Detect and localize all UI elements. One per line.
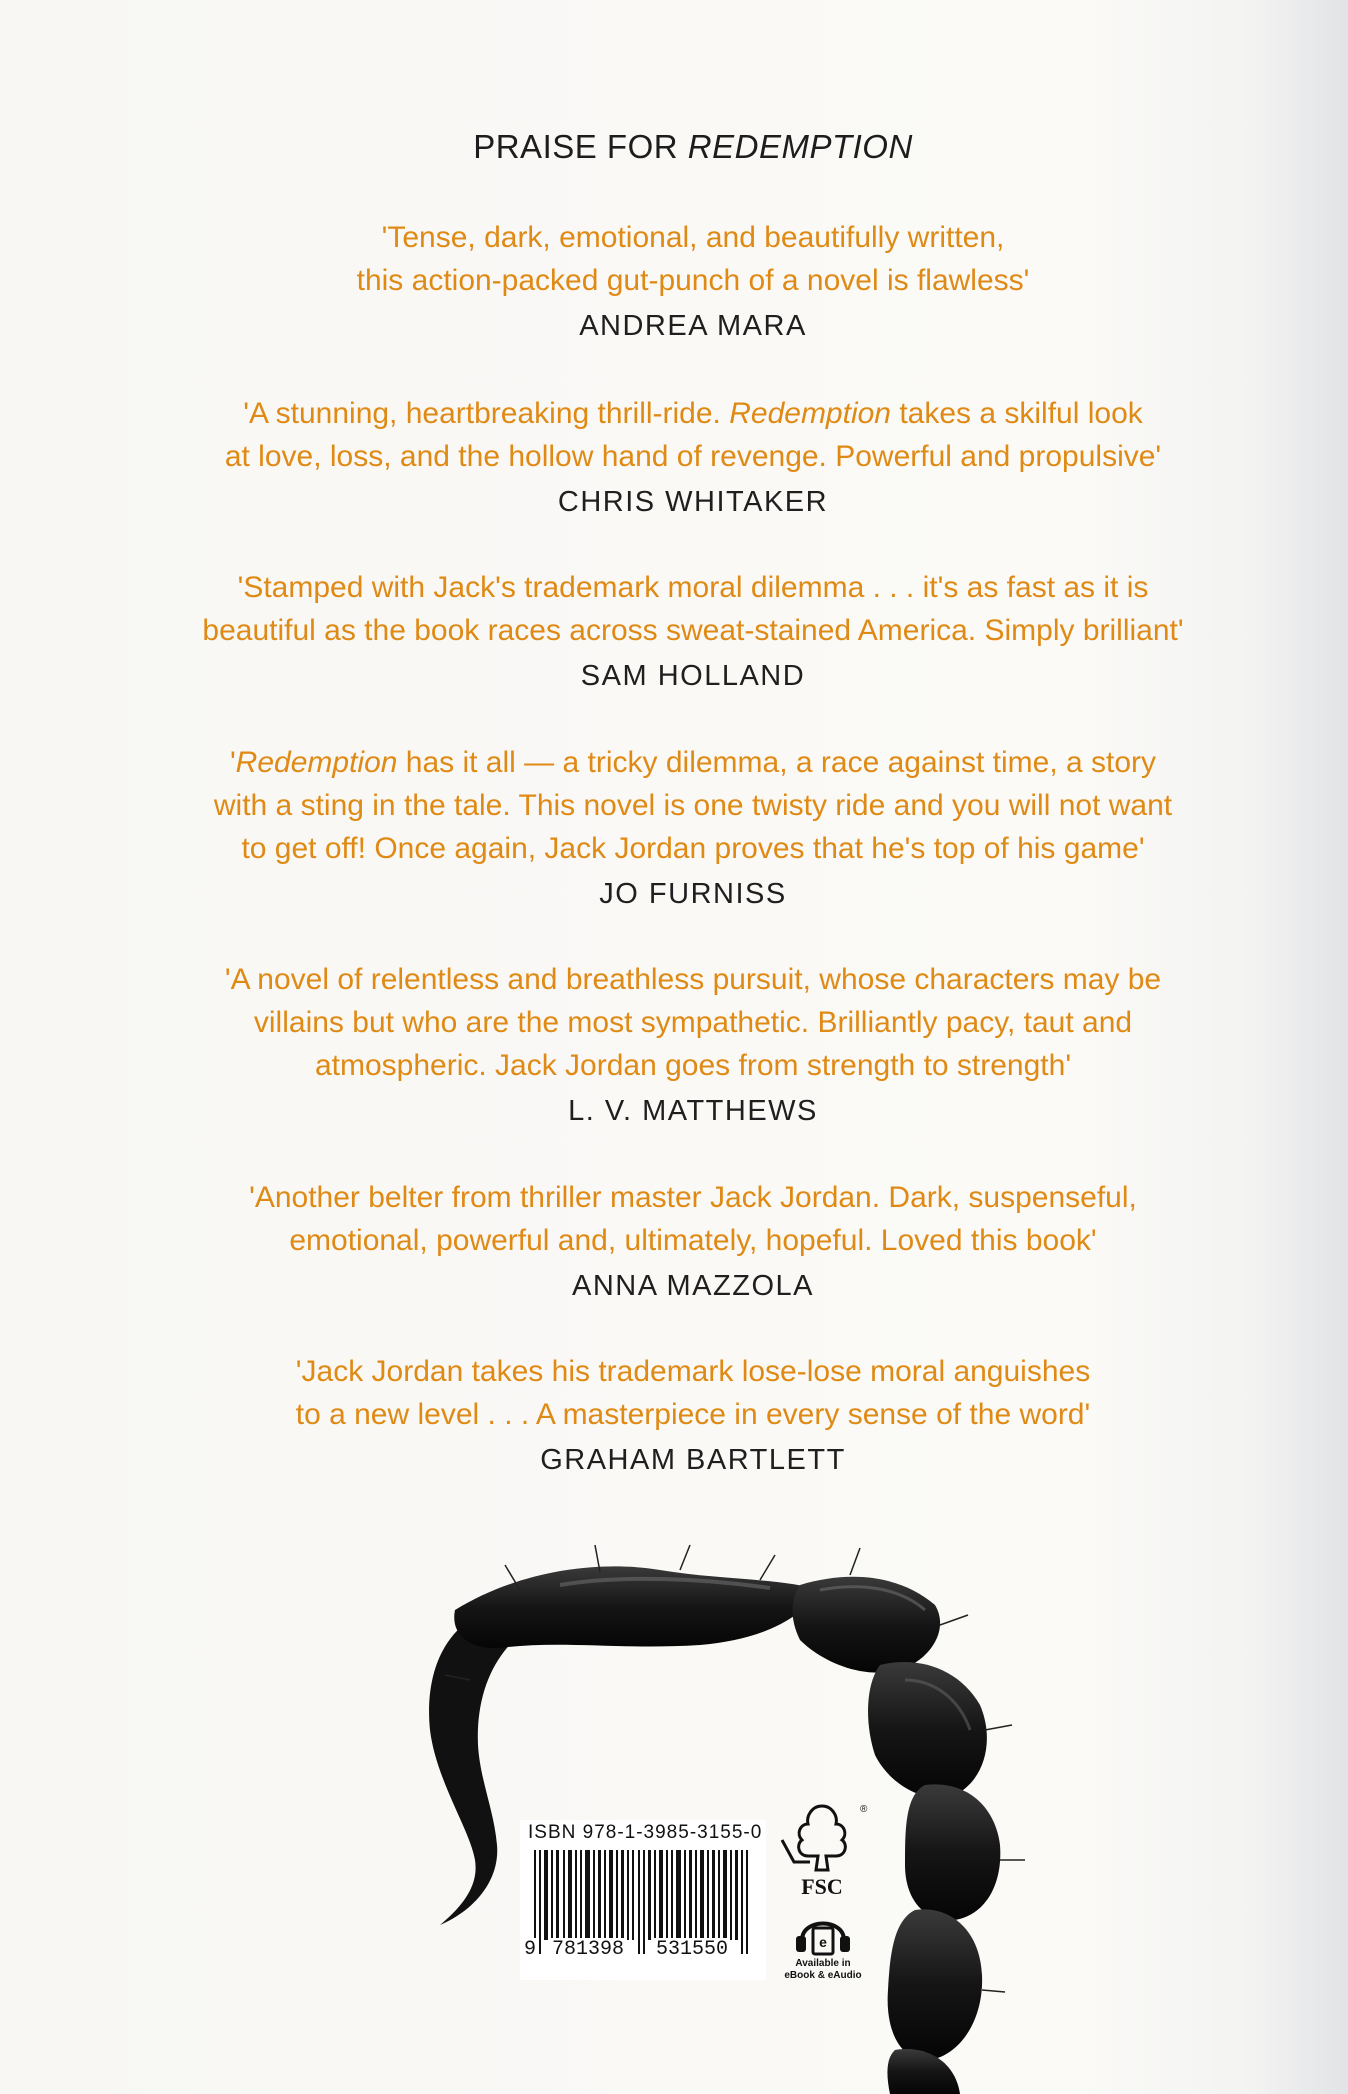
quote-chris-whitaker: [120, 392, 1266, 524]
barcode-digits: [520, 1938, 766, 1964]
quote-text: ': [229, 746, 236, 779]
quote-line: villains but who are the most sympathetic. Brilliantly pacy, taut and: [253, 1006, 1133, 1039]
barcode-digits-left: 781398: [552, 1938, 625, 1961]
quote-anna-mazzola: [120, 1176, 1266, 1308]
quote-line: [120, 741, 1266, 784]
quote-text: has it all — a tricky dilemma, a race against time, a story: [397, 746, 1157, 779]
quote-line: [120, 392, 1266, 435]
quote-line: emotional, powerful and, ultimately, hopeful. Loved this book': [289, 1224, 1097, 1257]
isbn-barcode: [520, 1820, 766, 1980]
ebook-caption-line: eBook & eAudio: [784, 1970, 862, 1981]
tail-segment: [888, 1909, 982, 2060]
quote-line: this action-packed gut-punch of a novel is flawless': [356, 264, 1030, 297]
barcode-digit-first: 9: [524, 1938, 537, 1961]
quote-line: 'Jack Jordan takes his trademark lose-lose moral anguishes: [295, 1355, 1091, 1388]
quote-line: to a new level . . . A masterpiece in every sense of the word': [295, 1398, 1091, 1431]
quote-book-title: Redemption: [729, 397, 891, 430]
praise-heading-title: REDEMPTION: [687, 128, 913, 165]
quote-line: atmospheric. Jack Jordan goes from strength to strength': [314, 1049, 1072, 1082]
ebook-caption-line: Available in: [795, 1958, 851, 1969]
barcode-digits-right: 531550: [656, 1938, 729, 1961]
quote-text: takes a skilful look: [890, 397, 1143, 430]
fsc-label: FSC: [801, 1874, 843, 1899]
quote-sam-holland: [120, 566, 1266, 698]
quote-line: to get off! Once again, Jack Jordan proves that he's top of his game': [241, 832, 1145, 865]
quote-book-title: Redemption: [235, 746, 398, 779]
tail-segment: [793, 1577, 941, 1673]
stinger-shape: [429, 1620, 520, 1925]
quote-graham-bartlett: [120, 1350, 1266, 1482]
praise-heading-prefix: PRAISE FOR: [473, 128, 688, 165]
quote-attribution: GRAHAM BARTLETT: [540, 1444, 846, 1476]
fsc-registered-mark: ®: [860, 1804, 868, 1815]
isbn-label: ISBN 978-1-3985-3155-0: [528, 1822, 763, 1843]
quote-line: 'Tense, dark, emotional, and beautifully written,: [381, 221, 1005, 254]
praise-heading: [0, 128, 1348, 166]
quote-andrea-mara: [120, 216, 1266, 348]
ebook-availability: [780, 1904, 866, 1994]
quote-attribution: ANDREA MARA: [579, 310, 807, 342]
quote-line: at love, loss, and the hollow hand of revenge. Powerful and propulsive': [224, 440, 1162, 473]
quote-attribution: SAM HOLLAND: [580, 660, 806, 692]
quote-line: 'Another belter from thriller master Jack Jordan. Dark, suspenseful,: [249, 1181, 1137, 1214]
quote-attribution: CHRIS WHITAKER: [557, 486, 829, 518]
scorpion-tail-image: [0, 1530, 1348, 2094]
fsc-tree-icon: [776, 1800, 872, 1876]
ebook-headphones-icon: [780, 1904, 866, 1958]
quote-text: 'A stunning, heartbreaking thrill-ride.: [243, 397, 730, 430]
svg-text:e: e: [819, 1934, 827, 1950]
quote-lv-matthews: [120, 958, 1266, 1133]
tail-segment: [905, 1784, 1000, 1920]
quote-line: with a sting in the tale. This novel is one twisty ride and you will not want: [213, 789, 1173, 822]
quote-attribution: JO FURNISS: [599, 878, 787, 910]
fsc-logo: [776, 1800, 872, 1900]
tail-segment: [887, 2049, 960, 2094]
quote-line: beautiful as the book races across sweat-stained America. Simply brilliant': [202, 614, 1184, 647]
quote-line: 'Stamped with Jack's trademark moral dilemma . . . it's as fast as it is: [237, 571, 1149, 604]
quote-attribution: ANNA MAZZOLA: [572, 1270, 814, 1302]
quote-jo-furniss: [120, 741, 1266, 916]
quote-line: 'A novel of relentless and breathless pursuit, whose characters may be: [224, 963, 1162, 996]
ebook-caption: [774, 1958, 872, 1982]
quote-attribution: L. V. MATTHEWS: [568, 1095, 818, 1127]
